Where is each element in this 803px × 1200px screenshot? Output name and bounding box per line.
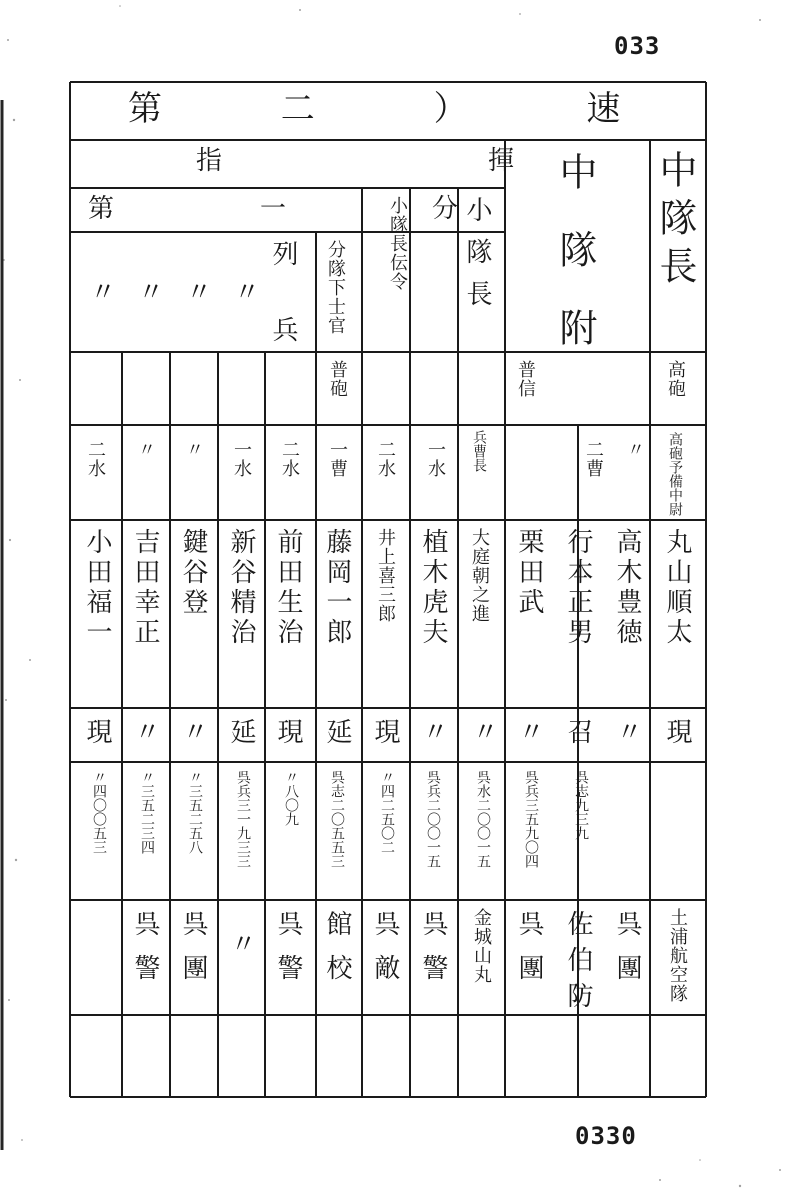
name-12: 吉田幸正 [130,528,160,648]
status-4: 〃 [514,718,544,748]
rank-attached-1: 〃 [624,440,645,459]
name-6: 植木虎夫 [418,528,448,648]
header-squad-leader: 分隊下士官 [325,240,346,335]
status-12: 〃 [130,718,160,748]
unit-11: 呉團 [178,910,208,998]
name-8: 藤岡一郎 [322,528,352,648]
number-9: 呉兵三一九三三 [235,770,251,868]
number-3: 呉兵三五九〇四 [523,770,539,868]
status-13: 現 [82,718,112,748]
header-section: 第 一 分 [88,194,519,224]
rank-commander: 高砲予備中尉 [667,432,683,516]
header-platoon-leader: 小隊長 [462,196,492,322]
unit-1: 土浦航空隊 [667,908,688,1003]
number-10: 〃三五二五八 [187,770,203,854]
status-8: 延 [322,718,352,748]
name-11: 鍵谷登 [178,528,208,618]
status-10: 延 [226,718,256,748]
page-number-bottom: 0330 [575,1122,637,1150]
number-11: 〃三五二三四 [139,770,155,854]
name-13: 小田福一 [82,528,112,648]
name-5: 大庭朝之進 [469,528,490,623]
status-9: 現 [273,718,303,748]
unit-6: 呉警 [418,910,448,998]
number-8: 〃八〇九 [283,770,299,826]
rank-file-2: 一水 [231,440,252,478]
rank-squad-2: 二水 [375,440,396,478]
unit-4: 呉團 [514,910,544,998]
unit-2: 呉團 [612,910,642,998]
rank-squad: 一曹 [327,440,348,478]
name-3: 行本正男 [563,528,593,648]
header-rank-file: 列 兵 [268,240,298,354]
name-10: 新谷精治 [226,528,256,648]
specialty-squad: 普砲 [327,360,348,398]
page-number-top: 033 [614,32,661,60]
rank-attached-2: 二曹 [583,440,604,478]
name-9: 前田生治 [273,528,303,648]
status-3: 召 [563,718,593,748]
status-5: 〃 [468,718,498,748]
unit-7: 呉敵 [370,910,400,998]
unit-5: 金城山丸 [471,908,492,984]
status-6: 〃 [418,718,448,748]
unit-9: 呉警 [273,910,303,998]
unit-10: 〃 [226,930,256,960]
rank-file-1: 二水 [279,440,300,478]
specialty-attached: 普信 [515,360,536,398]
unit-8: 館校 [322,910,352,998]
header-command: 指 揮 [196,146,635,176]
banner-title: 第 二 ） 速 [128,89,675,129]
number-6: 〃四二五〇二 [379,770,395,854]
name-7: 井上喜三郎 [375,528,396,623]
header-company-commander: 中隊長 [653,150,697,294]
rank-file-4: 〃 [135,440,156,459]
name-4: 栗田武 [514,528,544,618]
header-company-attached: 中隊附 [553,152,597,386]
status-11: 〃 [178,718,208,748]
rank-messenger: 一水 [425,440,446,478]
specialty-commander: 高砲 [665,360,686,398]
number-4: 呉水二〇〇一五 [475,770,491,868]
header-ditto-marks: 〃〃〃〃 [90,278,283,308]
name-2: 高木豊徳 [612,528,642,648]
status-2: 〃 [612,718,642,748]
number-5: 呉兵二〇〇一五 [425,770,441,868]
number-2: 呉志九三九 [573,770,589,840]
number-7: 呉志二〇五五三 [329,770,345,868]
unit-12: 呉警 [130,910,160,998]
status-7: 現 [370,718,400,748]
header-platoon-messenger: 小隊長伝令 [387,196,408,291]
unit-3: 佐伯防 [563,910,593,1018]
rank-platoon: 兵曹長 [471,430,487,472]
number-12: 〃四〇〇五三 [91,770,107,854]
rank-file-5: 二水 [85,440,106,478]
name-1: 丸山順太 [662,528,692,648]
status-1: 現 [662,718,692,748]
rank-file-3: 〃 [183,440,204,459]
